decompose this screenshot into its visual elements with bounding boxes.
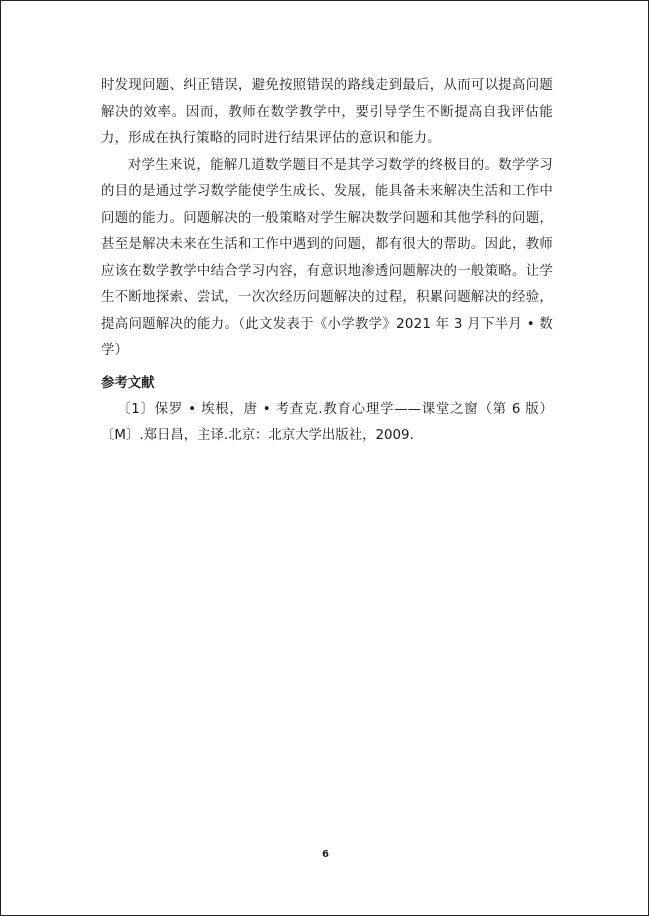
references-heading: 参考文献 xyxy=(101,375,155,391)
document-body xyxy=(101,73,553,450)
body-paragraph-1: 时发现问题、纠正错误，避免按照错误的路线走到最后，从而可以提高问题解决的效率。因而，教师在数学教学中，要引导学生不断提高自我评估能力，形成在执行策略的同时进行结果评估的意识和能力。 xyxy=(101,78,553,146)
reference-item-1: 〔1〕保罗 • 埃根，唐 • 考查克.教育心理学——课堂之窗（第 6 版）〔M〕.郑日昌，主译.北京：北京大学出版社，2009. xyxy=(101,401,553,443)
body-paragraph-2: 对学生来说，能解几道数学题目不是其学习数学的终极目的。数学学习的目的是通过学习数学能使学生成长、发展，能具备未来解决生活和工作中问题的能力。问题解决的一般策略对学生解决数学问题和其他学科的问题，甚至是解决未来在生活和工作中遇到的问题，都有很大的帮助。因此，教师应该在数学教学中结合学习内容，有意识地渗透问题解决的一般策略。让学生不断地探索、尝试，一次次经历问题解决的过程，积累问题解决的经验，提高问题解决的能力。（此文发表于《小学教学》2021 年 3 月下半月 • 数学） xyxy=(101,157,553,358)
page-number: 6 xyxy=(322,849,329,860)
